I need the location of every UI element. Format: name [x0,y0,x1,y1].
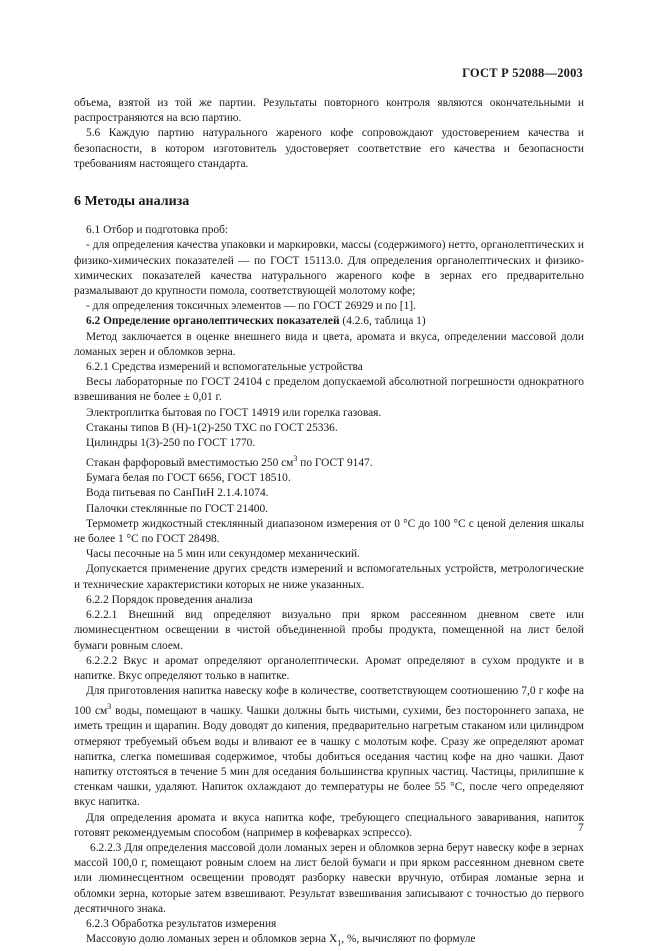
paragraph: 6.2.1 Средства измерений и вспомогательные устройства [86,361,363,374]
paragraph: Стакан фарфоровый вместимостью 250 $см^3$ по ГОСТ 9147. [86,454,373,470]
document-header: ГОСТ Р 52088—2003 [462,66,583,80]
paragraph: 6.2.2 Порядок проведения анализа [86,593,253,606]
paragraph: Термометр жидкостный стеклянный диапазоном измерения от 0 °С до 100 °С с ценой деления шкалы не более 1 °С по ГОСТ 28498. [74,517,584,546]
section-heading: 6 Методы анализа [74,194,190,210]
paragraph: Вода питьевая по СанПиН 2.1.4.1074. [86,487,269,500]
paragraph: - для определения токсичных элементов — по ГОСТ 26929 и по [1]. [86,300,416,313]
paragraph: объема, взятой из той же партии. Результаты повторного контроля являются окончательными и распространяются на всю партию. [74,97,584,125]
paragraph: Стаканы типов В (Н)-1(2)-250 ТХС по ГОСТ 25336. [86,421,338,434]
paragraph: 6.1 Отбор и подготовка проб: [86,224,229,237]
paragraph: 6.2.2.2 Вкус и аромат определяют органолептически. Аромат определяют в сухом продукте и в напитке. Вкус определяют только в напитке. [74,654,584,682]
paragraph: 6.2.3 Обработка результатов измерения [86,917,277,930]
paragraph: Для определения аромата и вкуса напитка кофе, требующего специального заваривания, напиток готовят рекомендуемым способом (например в кофеварках эспрессо). [74,811,584,839]
subsection-heading: 6.2 Определение органолептических показателей [86,315,340,328]
paragraph: 6.2.2.1 Внешний вид определяют визуально при ярком рассеянном дневном свете или люминесцентном освещении в чистой объединенной пробы продукта, помещенной на лист белой бумаги ровным слоем. [74,609,584,652]
paragraph: 6.2.2.3 Для определения массовой доли ломаных зерен и обломков зерна берут навеску кофе в зернах массой 100,0 г, помещают ровным слоем на лист белой бумаги и при ярком рассеянном дневном свете или люминесцентном освещении проводят разборку навески вручную, отбирая ломаные зерна и обломки зерна, которые затем взвешивают. Результат взвешивания записывают с точностью до первого десятичного знака. [74,841,584,915]
paragraph: 6.2 Определение органолептических показателей (4.2.6, таблица 1) [86,315,426,328]
paragraph: Электроплитка бытовая по ГОСТ 14919 или горелка газовая. [86,406,382,419]
paragraph: Бумага белая по ГОСТ 6656, ГОСТ 18510. [86,472,291,485]
paragraph: Весы лабораторные по ГОСТ 24104 с пределом допускаемой абсолютной погрешности однократного взвешивания не более ± 0,01 г. [74,376,584,404]
paragraph: Массовую долю ломаных зерен и обломков зерна $X_1$, %, вычисляют по формуле [86,933,476,948]
paragraph: Для приготовления напитка навеску кофе в количестве, соответствующем соотношению 7,0 г кофе на 100 $см^3$ воды, помещают в чашку. Чашки должны быть чистыми, сухими, без постороннего запаха, не иметь трещин и щарапин. Воду доводят до кипения, предварительно нагретым стаканом или цилиндром отмеряют требуемый объем воды и вливают ее в чашку с молотым кофе. Сразу же определяют аромат напитка, слегка помешивая содержимое, чтобы добиться оседания частиц кофе на дно чашки. Дают напитку отстояться в течение 5 мин для оседания большинства крупных частиц. Частицы, прилипшие к стенкам чашки, удаляют. Напиток охлаждают до температуры не более 55 °С, после чего определяют вкус напитка. [74,685,584,809]
paragraph: Палочки стеклянные по ГОСТ 21400. [86,502,268,515]
paragraph: Часы песочные на 5 мин или секундомер механический. [86,548,360,561]
document-body [74,96,584,951]
page-number: 7 [578,822,584,834]
paragraph: 5.6 Каждую партию натурального жареного кофе сопровождают удостоверением качества и безопасности, в котором изготовитель удостоверяет соответствие его качества и безопасности требованиям настоящего стандарта. [74,127,584,170]
paragraph: Допускается применение других средств измерений и вспомогательных устройств, метрологические и технические характеристики которых не ниже указанных. [74,563,584,591]
paragraph: Метод заключается в оценке внешнего вида и цвета, аромата и вкуса, определении массовой доли ломаных зерен и обломков зерна. [74,330,584,358]
paragraph: Цилиндры 1(3)-250 по ГОСТ 1770. [86,437,256,450]
paragraph: - для определения качества упаковки и маркировки, массы (содержимого) нетто, органолептических и физико-химических показателей — по ГОСТ 15113.0. Для определения органолептических и физико-химических показателей качества натурального жареного кофе в зернах его предварительно размалывают до крупности помола, соответствующей молотому кофе; [74,239,584,298]
